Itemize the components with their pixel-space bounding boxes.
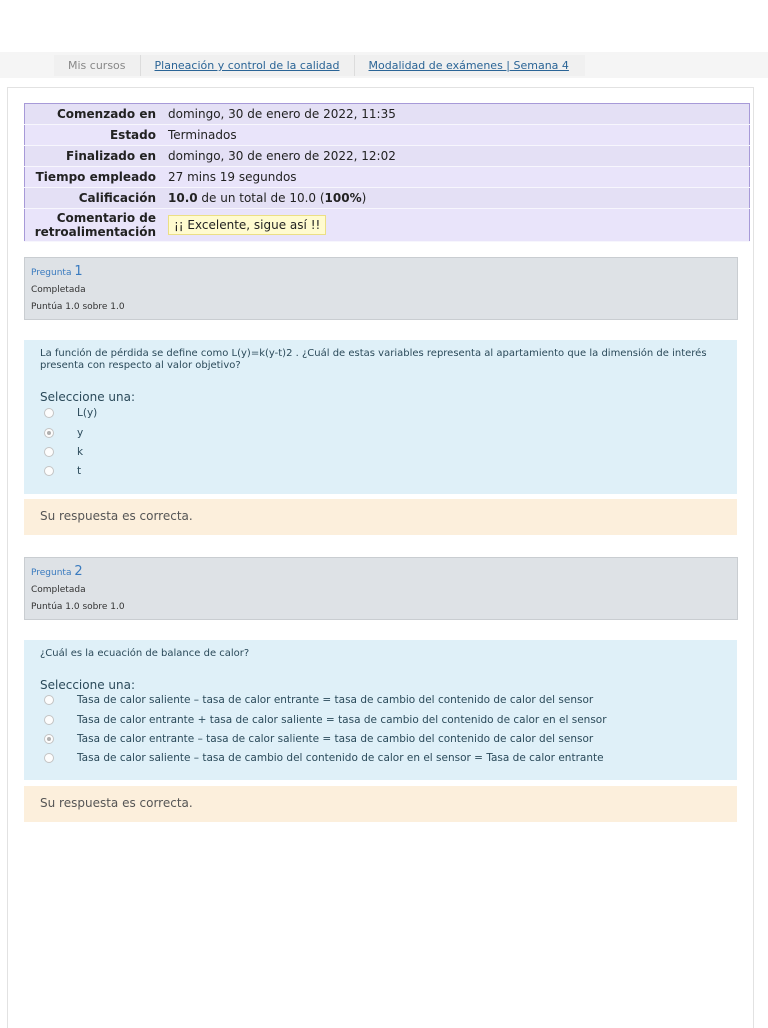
- answer-option[interactable]: [44, 427, 83, 439]
- answer-option-label: t: [77, 465, 82, 477]
- radio-button[interactable]: [44, 428, 54, 438]
- question-2-content: [24, 640, 737, 780]
- question-2-info: [24, 557, 738, 620]
- grade-text: de un total de 10.0 (: [197, 191, 325, 205]
- question-label: Pregunta: [31, 568, 72, 578]
- summary-label: Comentario de retroalimentación: [25, 209, 163, 242]
- question-prompt: La función de pérdida se define como L(y)=k(y-t)2 . ¿Cuál de estas variables representa al apartamiento que la dimensión de interés presenta con respecto al valor objetivo?: [40, 348, 707, 371]
- answer-option[interactable]: [44, 407, 97, 419]
- question-1-info: [24, 257, 738, 320]
- breadcrumb: [54, 55, 585, 76]
- summary-value: domingo, 30 de enero de 2022, 12:02: [162, 146, 750, 167]
- summary-row-finished: [25, 146, 750, 167]
- summary-label: Tiempo empleado: [25, 167, 163, 188]
- summary-value: Terminados: [162, 125, 750, 146]
- summary-value: [162, 209, 750, 242]
- feedback-text: Su respuesta es correcta.: [40, 509, 193, 523]
- summary-value: domingo, 30 de enero de 2022, 11:35: [162, 104, 750, 125]
- question-number: [31, 264, 83, 279]
- attempt-summary-table: [24, 103, 750, 242]
- select-one-label: Seleccione una:: [40, 678, 135, 692]
- answer-option-label: L(y): [77, 407, 98, 419]
- answer-option[interactable]: [44, 714, 607, 726]
- summary-row-started: [25, 104, 750, 125]
- answer-option[interactable]: [44, 733, 593, 745]
- radio-button[interactable]: [44, 753, 54, 763]
- question-1-feedback: [24, 499, 737, 535]
- answer-option[interactable]: [44, 752, 604, 764]
- question-grade: Puntúa 1.0 sobre 1.0: [31, 302, 125, 312]
- summary-value: [162, 188, 750, 209]
- radio-button[interactable]: [44, 695, 54, 705]
- question-1-content: [24, 340, 737, 494]
- answer-option-label: k: [77, 446, 84, 458]
- radio-button[interactable]: [44, 447, 54, 457]
- grade-text-end: ): [361, 191, 367, 205]
- question-2-feedback: [24, 786, 737, 822]
- summary-label: Estado: [25, 125, 163, 146]
- grade-score: 10.0: [168, 191, 198, 205]
- answer-option[interactable]: [44, 465, 81, 477]
- answer-option-label: Tasa de calor saliente – tasa de cambio del contenido de calor en el sensor = Tasa de calor entrante: [77, 752, 604, 764]
- question-number: [31, 564, 83, 579]
- answer-option-label: Tasa de calor entrante + tasa de calor saliente = tasa de cambio del contenido de calor en el sensor: [77, 714, 607, 726]
- summary-value: 27 mins 19 segundos: [162, 167, 750, 188]
- question-number-value: 2: [74, 564, 83, 579]
- summary-label: Calificación: [25, 188, 163, 209]
- radio-button[interactable]: [44, 734, 54, 744]
- question-state: Completada: [31, 585, 86, 595]
- summary-row-state: [25, 125, 750, 146]
- radio-button[interactable]: [44, 466, 54, 476]
- summary-row-feedback: [25, 209, 750, 242]
- grade-percent: 100%: [324, 191, 362, 205]
- summary-row-time: [25, 167, 750, 188]
- feedback-text: Su respuesta es correcta.: [40, 796, 193, 810]
- select-one-label: Seleccione una:: [40, 390, 135, 404]
- answer-option[interactable]: [44, 694, 593, 706]
- answer-option-label: Tasa de calor saliente – tasa de calor entrante = tasa de cambio del contenido de calor del sensor: [77, 694, 594, 706]
- breadcrumb-exam[interactable]: Modalidad de exámenes | Semana 4: [368, 59, 569, 72]
- radio-button[interactable]: [44, 408, 54, 418]
- question-state: Completada: [31, 285, 86, 295]
- question-label: Pregunta: [31, 268, 72, 278]
- summary-label: Comenzado en: [25, 104, 163, 125]
- answer-option[interactable]: [44, 446, 83, 458]
- question-number-value: 1: [74, 264, 83, 279]
- overall-feedback: ¡¡ Excelente, sigue así !!: [168, 215, 326, 235]
- radio-button[interactable]: [44, 715, 54, 725]
- breadcrumb-my-courses[interactable]: Mis cursos: [54, 55, 141, 76]
- answer-option-label: y: [77, 427, 84, 439]
- question-grade: Puntúa 1.0 sobre 1.0: [31, 602, 125, 612]
- summary-row-grade: [25, 188, 750, 209]
- question-prompt: ¿Cuál es la ecuación de balance de calor?: [40, 648, 250, 659]
- summary-label: Finalizado en: [25, 146, 163, 167]
- breadcrumb-course[interactable]: Planeación y control de la calidad: [141, 55, 355, 76]
- answer-option-label: Tasa de calor entrante – tasa de calor saliente = tasa de cambio del contenido de calor del sensor: [77, 733, 594, 745]
